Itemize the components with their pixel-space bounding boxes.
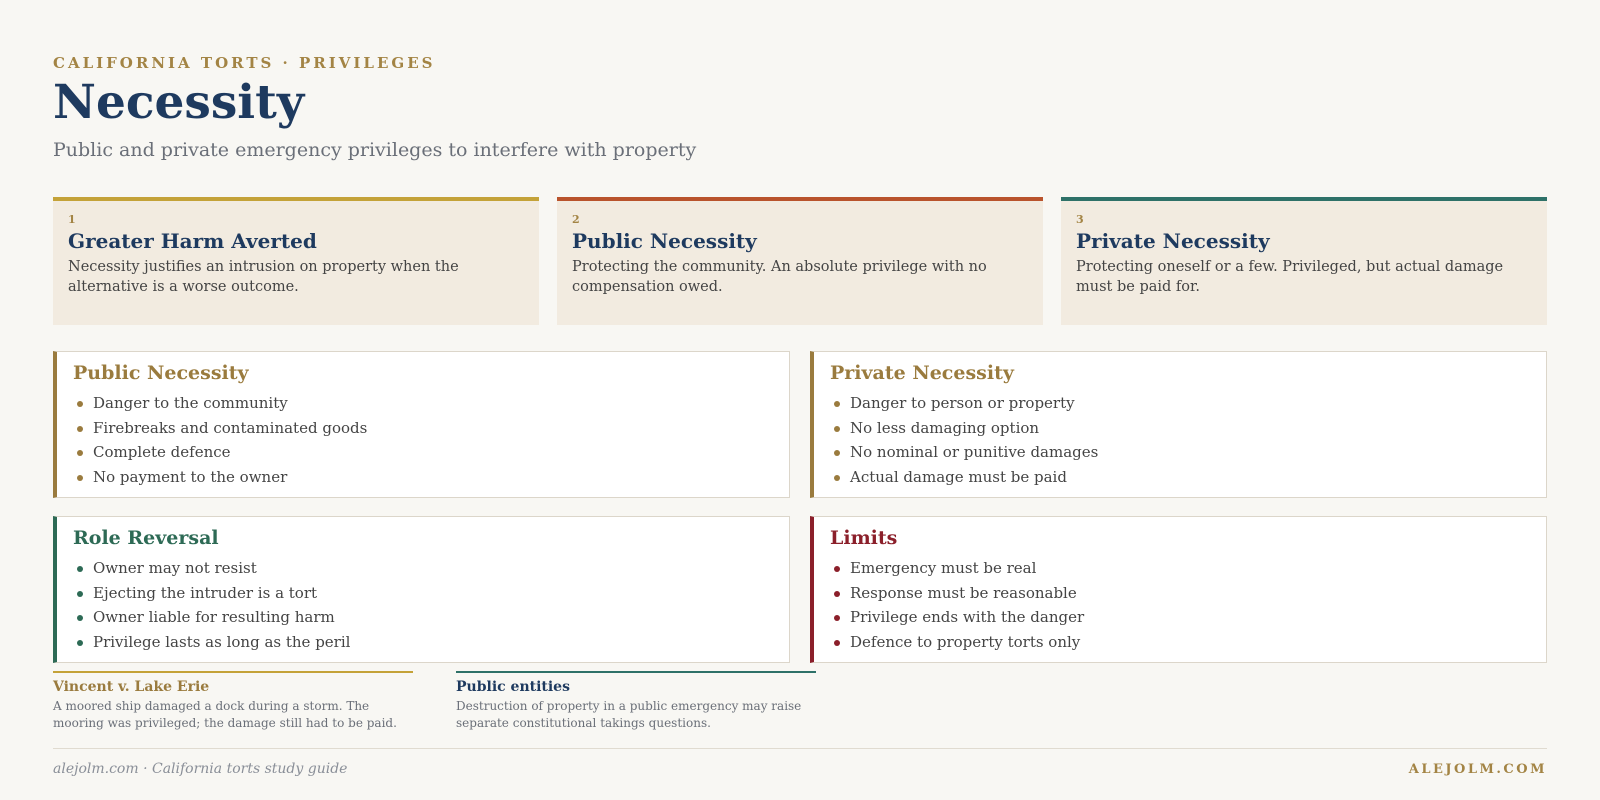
list-item: Owner liable for resulting harm bbox=[93, 605, 774, 630]
list-item: Emergency must be real bbox=[850, 556, 1531, 581]
page-subtitle: Public and private emergency privileges to interfere with property bbox=[53, 139, 697, 161]
list-item: Owner may not resist bbox=[93, 556, 774, 581]
list-item: Danger to the community bbox=[93, 391, 774, 416]
footer-brand: ALEJOLM.COM bbox=[1408, 762, 1547, 777]
footer-credit: alejolm.com · California torts study guide bbox=[53, 761, 348, 777]
card-title: Private Necessity bbox=[1076, 229, 1270, 253]
section-list bbox=[830, 556, 1531, 654]
list-item: No payment to the owner bbox=[93, 465, 774, 490]
summary-card-greater-harm bbox=[53, 197, 539, 325]
note-vincent-v-lake-erie bbox=[53, 671, 413, 732]
card-text: Protecting the community. An absolute privilege with no compensation owed. bbox=[572, 259, 987, 295]
footer-divider bbox=[53, 748, 1547, 749]
summary-card-private-necessity bbox=[1061, 197, 1547, 325]
card-title: Greater Harm Averted bbox=[68, 229, 317, 253]
section-title: Private Necessity bbox=[830, 362, 1014, 384]
card-title: Public Necessity bbox=[572, 229, 757, 253]
list-item: No less damaging option bbox=[850, 416, 1531, 441]
section-list bbox=[830, 391, 1531, 489]
summary-card-public-necessity bbox=[557, 197, 1043, 325]
list-item: Firebreaks and contaminated goods bbox=[93, 416, 774, 441]
card-number: 3 bbox=[1076, 213, 1084, 226]
note-title: Public entities bbox=[456, 679, 570, 695]
section-limits bbox=[810, 516, 1547, 663]
note-text: A moored ship damaged a dock during a storm. The mooring was privileged; the damage still had to be paid. bbox=[53, 699, 397, 730]
section-title: Public Necessity bbox=[73, 362, 249, 384]
summary-cards bbox=[53, 197, 1547, 325]
note-title: Vincent v. Lake Erie bbox=[53, 679, 210, 695]
note-text: Destruction of property in a public emergency may raise separate constitutional takings questions. bbox=[456, 699, 802, 730]
page-title: Necessity bbox=[53, 75, 305, 130]
list-item: No nominal or punitive damages bbox=[850, 440, 1531, 465]
card-text: Necessity justifies an intrusion on property when the alternative is a worse outcome. bbox=[68, 259, 459, 295]
card-number: 2 bbox=[572, 213, 580, 226]
section-list bbox=[73, 391, 774, 489]
list-item: Defence to property torts only bbox=[850, 630, 1531, 655]
list-item: Response must be reasonable bbox=[850, 581, 1531, 606]
section-role-reversal bbox=[53, 516, 790, 663]
list-item: Danger to person or property bbox=[850, 391, 1531, 416]
section-private-necessity bbox=[810, 351, 1547, 498]
card-number: 1 bbox=[68, 213, 76, 226]
list-item: Privilege ends with the danger bbox=[850, 605, 1531, 630]
section-title: Role Reversal bbox=[73, 527, 219, 549]
list-item: Actual damage must be paid bbox=[850, 465, 1531, 490]
detail-sections bbox=[53, 351, 1547, 663]
study-guide-page bbox=[53, 0, 1547, 800]
list-item: Privilege lasts as long as the peril bbox=[93, 630, 774, 655]
section-public-necessity bbox=[53, 351, 790, 498]
section-title: Limits bbox=[830, 527, 898, 549]
note-public-entities bbox=[456, 671, 816, 732]
section-list bbox=[73, 556, 774, 654]
card-text: Protecting oneself or a few. Privileged, but actual damage must be paid for. bbox=[1076, 259, 1504, 295]
list-item: Ejecting the intruder is a tort bbox=[93, 581, 774, 606]
list-item: Complete defence bbox=[93, 440, 774, 465]
page-kicker: CALIFORNIA TORTS · PRIVILEGES bbox=[53, 54, 436, 72]
